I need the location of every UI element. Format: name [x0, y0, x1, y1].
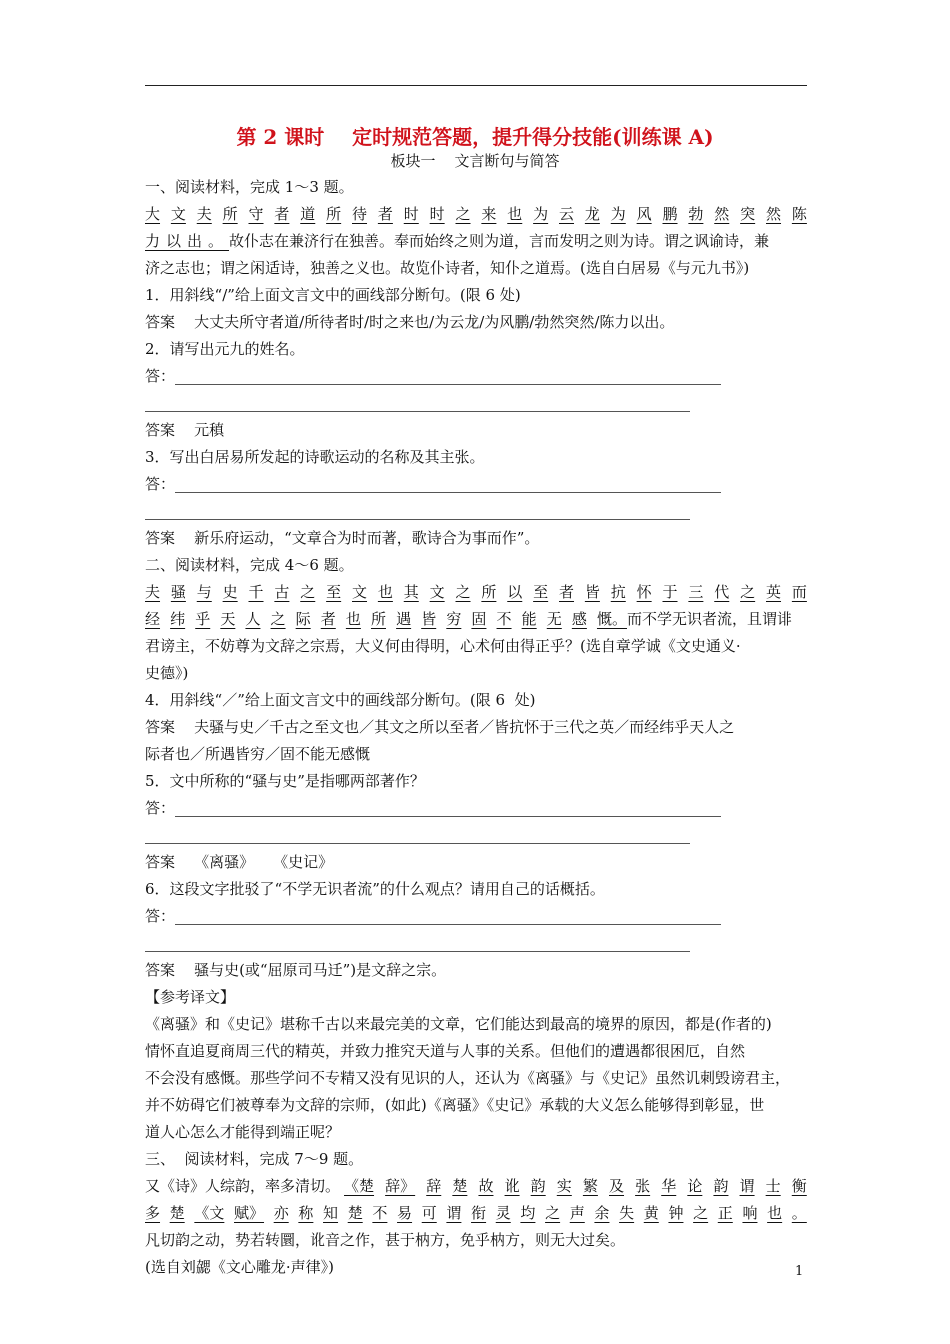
underlined-char: 之: [300, 583, 316, 601]
underlined-char: 楚: [347, 1204, 363, 1222]
underlined-char: 与: [196, 583, 212, 601]
header-rule: [145, 85, 807, 86]
underlined-char: 韵: [713, 1177, 729, 1195]
section3-passage-line3: 凡切韵之动，势若转圜，讹音之作，甚于枘方，免乎枘方，则无大过矣。: [145, 1231, 626, 1249]
underlined-char: 代: [714, 583, 730, 601]
underlined-char: 大: [145, 205, 161, 223]
underlined-char: 待: [352, 205, 368, 223]
section1-passage-rest: 故仆志在兼济行在独善。奉而始终之则为道，言而发明之则为诗。谓之讽谕诗，兼: [229, 232, 770, 250]
underlined-char: 华: [661, 1177, 677, 1195]
underlined-char: 实: [556, 1177, 572, 1195]
underlined-char: 所: [326, 205, 342, 223]
underlined-char: 勃: [688, 205, 704, 223]
underlined-char: 穷: [446, 610, 462, 628]
underlined-char: 人: [245, 610, 261, 628]
underlined-char: 钟: [668, 1204, 684, 1222]
underlined-char: 之: [740, 583, 756, 601]
translation-line: 道人心怎么才能得到端正呢？: [145, 1123, 341, 1141]
underlined-char: 皆: [584, 583, 600, 601]
underlined-char: 纬: [170, 610, 186, 628]
lesson-title: 第 2 课时 定时规范答题，提升得分技能(训练课 A): [236, 125, 714, 149]
answer-blank[interactable]: [175, 476, 721, 493]
answer-line-2a[interactable]: [145, 363, 807, 390]
underlined-char: 天: [220, 610, 236, 628]
underlined-char: 谓: [739, 1177, 755, 1195]
underlined-char: 突: [740, 205, 756, 223]
section1-underlined-end: 力以出。: [145, 232, 230, 250]
answer-line-6b[interactable]: [145, 930, 807, 957]
answer-5: 答案 《离骚》 《史记》: [145, 853, 334, 871]
answer-label: 答：: [145, 799, 176, 817]
underlined-char: 以: [507, 583, 523, 601]
underlined-char: 固: [471, 610, 487, 628]
underlined-char: 辞: [426, 1177, 442, 1195]
question-6: 6．这段文字批驳了“不学无识者流”的什么观点？请用自己的话概括。: [145, 880, 605, 898]
underlined-char: 不: [372, 1204, 388, 1222]
answer-blank[interactable]: [175, 908, 721, 925]
underlined-char: 黄: [643, 1204, 659, 1222]
underlined-char: 所: [222, 205, 238, 223]
underlined-char: 亦: [273, 1204, 289, 1222]
section1-passage-line1: [145, 201, 807, 228]
underlined-char: 繁: [582, 1177, 598, 1195]
underlined-char: 所: [481, 583, 497, 601]
underlined-char: 也: [377, 583, 393, 601]
question-4: 4．用斜线“／”给上面文言文中的画线部分断句。(限 6 处): [145, 691, 536, 709]
underlined-char: 千: [248, 583, 264, 601]
underlined-char: 云: [559, 205, 575, 223]
underlined-char: 夫: [196, 205, 212, 223]
underlined-char: 灵: [495, 1204, 511, 1222]
underlined-char: 论: [687, 1177, 703, 1195]
underlined-char: 然: [766, 205, 782, 223]
underlined-char: 夫: [145, 583, 161, 601]
underlined-char: 史: [222, 583, 238, 601]
underlined-char: 衔: [471, 1204, 487, 1222]
underlined-char: 衡: [791, 1177, 807, 1195]
answer-line-6a[interactable]: [145, 903, 807, 930]
answer-6: 答案 骚与史(或“屈原司马迁”)是文辞之宗。: [145, 961, 447, 979]
underlined-char: 赋》: [234, 1204, 265, 1222]
section1-passage-line2: [145, 228, 807, 255]
underlined-char: 抗: [610, 583, 626, 601]
underlined-char: 《文: [194, 1204, 225, 1222]
answer-4-line1: 答案 夫骚与史／千古之至文也／其文之所以至者／皆抗怀于三代之英／而经纬乎天人之: [145, 718, 735, 736]
underlined-char: 三: [688, 583, 704, 601]
translation-heading: 【参考译文】: [145, 988, 236, 1006]
underlined-char: 之: [545, 1204, 561, 1222]
underlined-char: 韵: [530, 1177, 546, 1195]
underlined-char: 至: [326, 583, 342, 601]
underlined-char: 陈: [791, 205, 807, 223]
underlined-char: 张: [635, 1177, 651, 1195]
page-number: 1: [795, 1264, 804, 1279]
underlined-char: 之: [455, 583, 471, 601]
underlined-char: 龙: [584, 205, 600, 223]
underlined-char: 至: [533, 583, 549, 601]
underlined-char: 皆: [421, 610, 437, 628]
underlined-char: 《楚: [344, 1177, 375, 1195]
section2-passage-line3: 君谤主，不妨尊为文辞之宗焉，大义何由得明，心术何由得正乎？(选自章学诚《文史通义·: [145, 637, 741, 655]
underlined-char: 故: [478, 1177, 494, 1195]
section3-source: (选自刘勰《文心雕龙·声律》): [145, 1258, 334, 1276]
translation-line: 情怀直追夏商周三代的精英，并致力推究天道与人事的关系。但他们的遭遇都很困厄，自然: [145, 1042, 746, 1060]
underlined-char: 多: [145, 1204, 161, 1222]
underlined-char: 古: [274, 583, 290, 601]
section2-underlined-end: [145, 606, 627, 633]
underlined-char: 英: [766, 583, 782, 601]
underlined-char: 文: [352, 583, 368, 601]
answer-label: 答：: [145, 367, 176, 385]
underlined-char: 其: [403, 583, 419, 601]
answer-line-2b[interactable]: [145, 390, 807, 417]
underlined-char: 也: [507, 205, 523, 223]
answer-blank[interactable]: [145, 503, 690, 520]
answer-blank[interactable]: [145, 935, 690, 952]
section3-passage-prefix: 又《诗》人综韵，率多清切。: [145, 1177, 341, 1195]
underlined-char: 也: [345, 610, 361, 628]
underlined-char: 道: [300, 205, 316, 223]
translation-line: 不会没有感慨。那些学问不专精又没有见识的人，还认为《离骚》与《史记》虽然讥刺毁谤君主，: [145, 1069, 791, 1087]
answer-blank[interactable]: [175, 800, 721, 817]
underlined-char: 经: [145, 610, 161, 628]
underlined-char: 者: [559, 583, 575, 601]
underlined-char: 称: [298, 1204, 314, 1222]
answer-blank[interactable]: [145, 827, 690, 844]
translation-line: 并不妨碍它们被尊奉为文辞的宗师，(如此)《离骚》《史记》承载的大义怎么能够得到彰显，世: [145, 1096, 765, 1114]
underlined-char: 者: [320, 610, 336, 628]
underlined-char: 之: [455, 205, 471, 223]
underlined-char: 来: [481, 205, 497, 223]
question-2: 2．请写出元九的姓名。: [145, 340, 305, 358]
document-body: [145, 174, 807, 1281]
underlined-char: 者: [274, 205, 290, 223]
underlined-char: 之: [270, 610, 286, 628]
underlined-char: 之: [693, 1204, 709, 1222]
answer-4-line2: 际者也／所遇皆穷／固不能无感慨: [145, 745, 371, 763]
underlined-char: 时: [429, 205, 445, 223]
underlined-char: 为: [610, 205, 626, 223]
underlined-char: 然: [714, 205, 730, 223]
underlined-char: 怀: [636, 583, 652, 601]
section3-passage-line1: [145, 1173, 807, 1200]
underlined-char: 遇: [396, 610, 412, 628]
underlined-char: 不: [496, 610, 512, 628]
underlined-char: 鹏: [662, 205, 678, 223]
section1-heading: 一、阅读材料，完成 1～3 题。: [145, 178, 354, 196]
section3-heading: 三、 阅读材料，完成 7～9 题。: [145, 1150, 364, 1168]
underlined-char: 正: [717, 1204, 733, 1222]
underlined-char: 辞》: [385, 1177, 416, 1195]
underlined-char: 时: [403, 205, 419, 223]
underlined-char: 楚: [169, 1204, 185, 1222]
underlined-char: 可: [421, 1204, 437, 1222]
underlined-char: 风: [636, 205, 652, 223]
section3-underlined-start: [344, 1173, 807, 1200]
underlined-char: 慨。: [596, 610, 627, 628]
underlined-char: 守: [248, 205, 264, 223]
underlined-char: 均: [520, 1204, 536, 1222]
answer-1: 答案 大丈夫所守者道/所待者时/时之来也/为云龙/为风鹏/勃然突然/陈力以出。: [145, 313, 675, 331]
underlined-char: 楚: [452, 1177, 468, 1195]
underlined-char: 乎: [195, 610, 211, 628]
answer-label: 答：: [145, 907, 176, 925]
underlined-char: 士: [765, 1177, 781, 1195]
underlined-char: 能: [521, 610, 537, 628]
answer-line-5b[interactable]: [145, 822, 807, 849]
underlined-char: 文: [429, 583, 445, 601]
answer-line-3a[interactable]: [145, 471, 807, 498]
underlined-char: 为: [533, 205, 549, 223]
section2-passage-line2: [145, 606, 807, 633]
underlined-char: 文: [170, 205, 186, 223]
answer-blank[interactable]: [175, 368, 721, 385]
section3-passage-line2: [145, 1200, 807, 1227]
section-subtitle: 板块一 文言断句与简答: [390, 152, 560, 170]
underlined-char: 失: [619, 1204, 635, 1222]
section1-passage-line3: 济之志也；谓之闲适诗，独善之义也。故览仆诗者，知仆之道焉。(选自白居易《与元九书》): [145, 259, 750, 277]
underlined-char: 谓: [446, 1204, 462, 1222]
underlined-char: 者: [377, 205, 393, 223]
translation-line: 《离骚》和《史记》堪称千古以来最完美的文章，它们能达到最高的境界的原因，都是(作者的): [145, 1015, 772, 1033]
answer-line-5a[interactable]: [145, 795, 807, 822]
underlined-char: 易: [397, 1204, 413, 1222]
answer-2: 答案 元稹: [145, 421, 225, 439]
underlined-char: 际: [295, 610, 311, 628]
answer-3: 答案 新乐府运动，“文章合为时而著，歌诗合为事而作”。: [145, 529, 540, 547]
underlined-char: 讹: [504, 1177, 520, 1195]
underlined-char: 知: [323, 1204, 339, 1222]
question-1: 1．用斜线“/”给上面文言文中的画线部分断句。(限 6 处): [145, 286, 521, 304]
underlined-char: 无: [546, 610, 562, 628]
section2-heading: 二、阅读材料，完成 4～6 题。: [145, 556, 354, 574]
underlined-char: 感: [571, 610, 587, 628]
underlined-char: 。: [791, 1204, 807, 1222]
underlined-char: 声: [569, 1204, 585, 1222]
answer-blank[interactable]: [145, 395, 690, 412]
underlined-char: 所: [370, 610, 386, 628]
answer-line-3b[interactable]: [145, 498, 807, 525]
underlined-char: 骚: [170, 583, 186, 601]
underlined-char: 也: [767, 1204, 783, 1222]
underlined-char: 而: [791, 583, 807, 601]
section2-passage-line4: 史德》): [145, 664, 189, 682]
underlined-char: 余: [594, 1204, 610, 1222]
underlined-char: 及: [609, 1177, 625, 1195]
question-5: 5．文中所称的“骚与史”是指哪两部著作？: [145, 772, 425, 790]
section2-passage-line1: [145, 579, 807, 606]
answer-label: 答：: [145, 475, 176, 493]
section2-passage-rest: 而不学无识者流，且谓诽: [627, 610, 793, 628]
underlined-char: 响: [742, 1204, 758, 1222]
underlined-char: 于: [662, 583, 678, 601]
question-3: 3．写出白居易所发起的诗歌运动的名称及其主张。: [145, 448, 485, 466]
